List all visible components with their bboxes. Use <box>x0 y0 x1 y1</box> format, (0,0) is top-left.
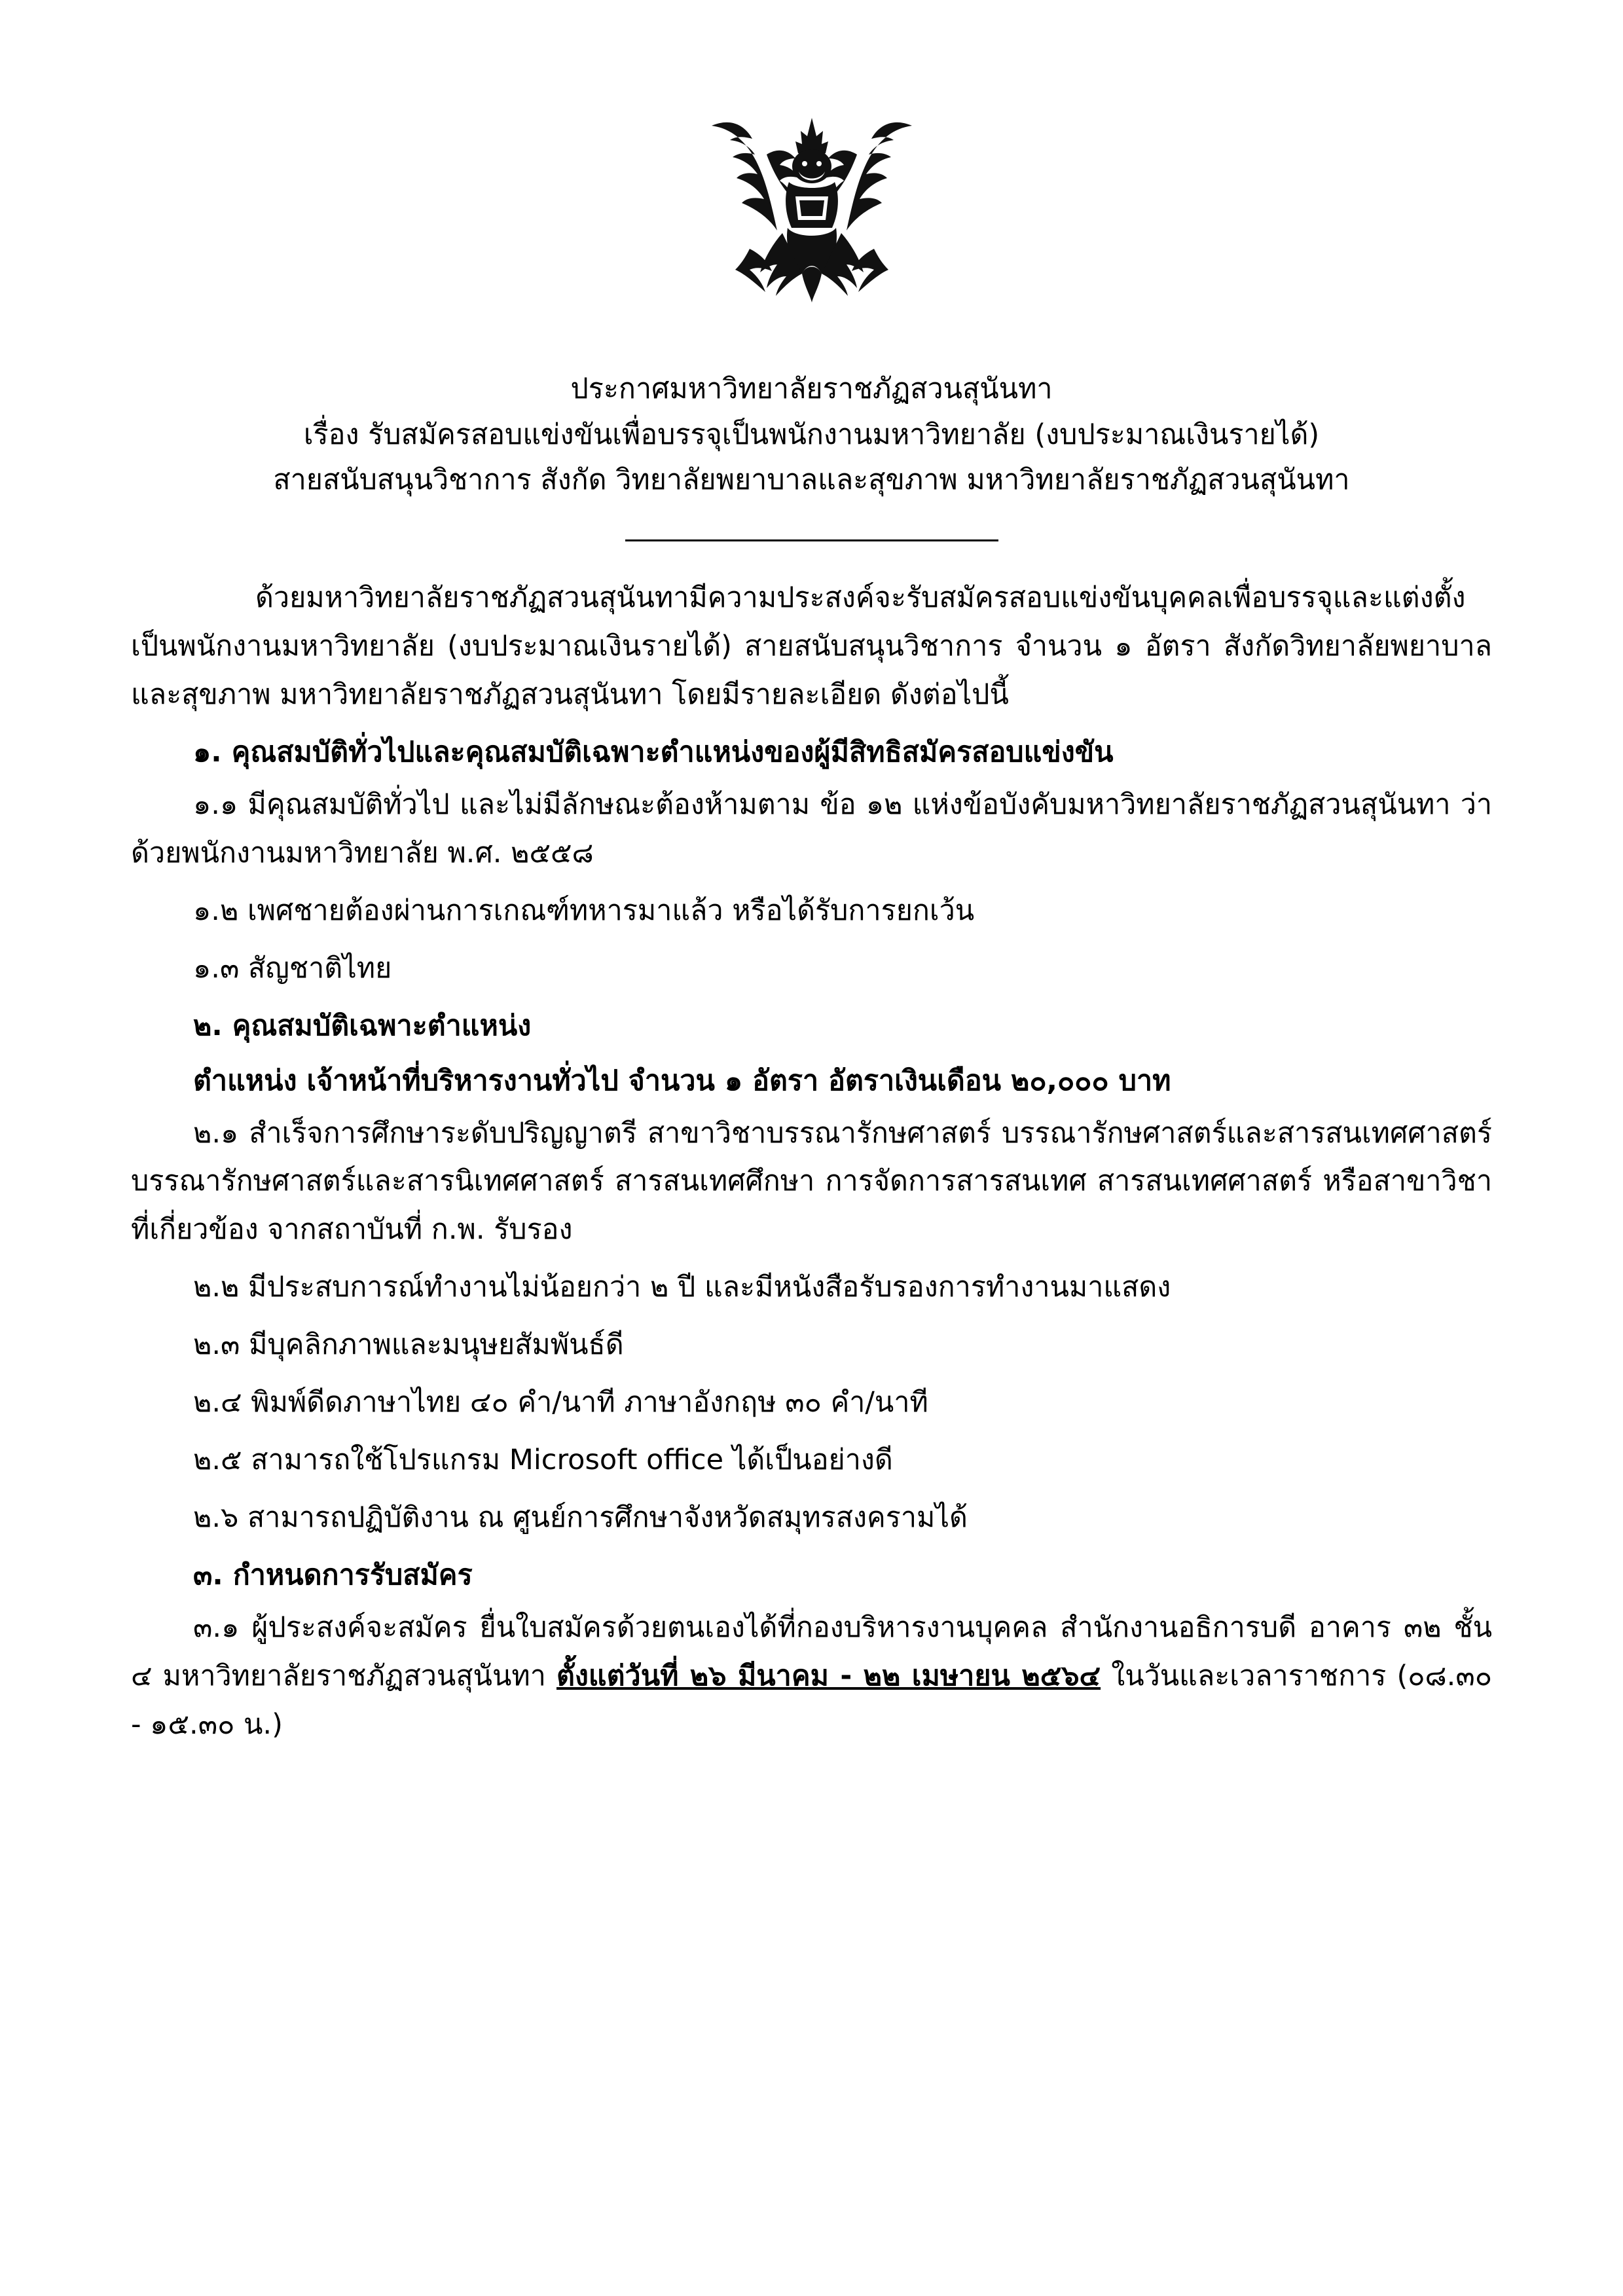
section-2-item-2: ๒.๒ มีประสบการณ์ทำงานไม่น้อยกว่า ๒ ปี และมีหนังสือรับรองการทำงานมาแสดง <box>193 1271 1171 1304</box>
section-3-item-1-part2: ในวันและเวลาราชการ (๐๘.๓๐ - ๑๕.๓๐ น.) <box>131 1660 1492 1741</box>
section-2-position-subheading: ตำแหน่ง เจ้าหน้าที่บริหารงานทั่วไป จำนวน ๑ อัตรา อัตราเงินเดือน ๒๐,๐๐๐ บาท <box>193 1064 1171 1097</box>
section-3-item-1-part1: ๓.๑ ผู้ประสงค์จะสมัคร ยื่นใบสมัครด้วยตนเองได้ที่กองบริหารงานบุคคล สำนักงานอธิการบดี อาคาร ๓๒ ชั้น ๔ มหาวิทยาลัยราชภัฏสวนสุนันทา <box>131 1611 1492 1693</box>
section-1-item-1: ๑.๑ มีคุณสมบัติทั่วไป และไม่มีลักษณะต้องห้ามตาม ข้อ ๑๒ แห่งข้อบังคับมหาวิทยาลัยราชภัฏสวนสุนันทา ว่าด้วยพนักงานมหาวิทยาลัย พ.ศ. ๒๕๕๘ <box>131 788 1492 869</box>
header-line-2: เรื่อง รับสมัครสอบแข่งขันเพื่อบรรจุเป็นพนักงานมหาวิทยาลัย (งบประมาณเงินรายได้) <box>303 418 1320 451</box>
intro-paragraph: ด้วยมหาวิทยาลัยราชภัฏสวนสุนันทามีความประสงค์จะรับสมัครสอบแข่งขันบุคคลเพื่อบรรจุและแต่งตั้งเป็นพนักงานมหาวิทยาลัย (งบประมาณเงินรายได้) สายสนับสนุนวิชาการ จำนวน ๑ อัตรา สังกัดวิทยาลัยพยาบาลและสุขภาพ มหาวิทยาลัยราชภัฏสวนสุนันทา โดยมีรายละเอียด ดังต่อไปนี้ <box>131 581 1492 711</box>
document-header <box>131 367 1492 503</box>
header-line-3: สายสนับสนุนวิชาการ สังกัด วิทยาลัยพยาบาลและสุขภาพ มหาวิทยาลัยราชภัฏสวนสุนันทา <box>273 464 1350 497</box>
section-3-item-1 <box>131 1604 1492 1749</box>
section-3-heading: ๓. กำหนดการรับสมัคร <box>193 1559 473 1592</box>
section-2-item-6: ๒.๖ สามารถปฏิบัติงาน ณ ศูนย์การศึกษาจังหวัดสมุทรสงครามได้ <box>193 1501 968 1535</box>
application-period-underlined: ตั้งแต่วันที่ ๒๖ มีนาคม - ๒๒ เมษายน ๒๕๖๔ <box>556 1660 1101 1693</box>
garuda-emblem <box>704 98 920 334</box>
document-body <box>131 574 1492 1749</box>
header-divider <box>131 539 1492 541</box>
section-1-item-3: ๑.๓ สัญชาติไทย <box>193 951 392 985</box>
section-2-item-5: ๒.๕ สามารถใช้โปรแกรม Microsoft office ได้เป็นอย่างดี <box>193 1444 893 1477</box>
section-2-item-1: ๒.๑ สำเร็จการศึกษาระดับปริญญาตรี สาขาวิชาบรรณารักษศาสตร์ บรรณารักษศาสตร์และสารสนเทศศาสตร์ บรรณารักษศาสตร์และสารนิเทศศาสตร์ สารสนเทศศึกษา การจัดการสารสนเทศ สารสนเทศศาสตร์ หรือสาขาวิชาที่เกี่ยวข้อง จากสถาบันที่ ก.พ. รับรอง <box>131 1116 1492 1247</box>
section-1-heading: ๑. คุณสมบัติทั่วไปและคุณสมบัติเฉพาะตำแหน่งของผู้มีสิทธิสมัครสอบแข่งขัน <box>193 735 1114 769</box>
emblem-container <box>131 98 1492 354</box>
section-2-item-4: ๒.๔ พิมพ์ดีดภาษาไทย ๔๐ คำ/นาที ภาษาอังกฤษ ๓๐ คำ/นาที <box>193 1386 928 1419</box>
section-1-item-2: ๑.๒ เพศชายต้องผ่านการเกณฑ์ทหารมาแล้ว หรือได้รับการยกเว้น <box>193 894 975 927</box>
header-line-1: ประกาศมหาวิทยาลัยราชภัฏสวนสุนันทา <box>570 373 1053 405</box>
section-2-heading: ๒. คุณสมบัติเฉพาะตำแหน่ง <box>193 1009 532 1042</box>
section-2-item-3: ๒.๓ มีบุคลิกภาพและมนุษยสัมพันธ์ดี <box>193 1328 624 1362</box>
